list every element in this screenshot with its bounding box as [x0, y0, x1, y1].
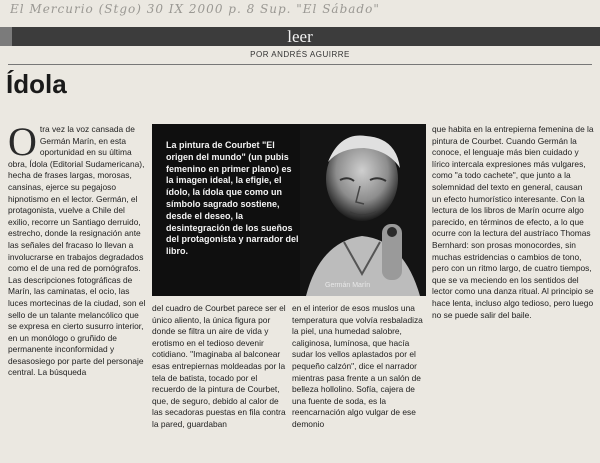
article-column-1: [8, 119, 146, 379]
section-label: leer: [271, 27, 328, 46]
photo-credit: Germán Marín: [325, 282, 371, 289]
column-1-text: tra vez la voz cansada de Germán Marín, en esta oportunidad en su última obra, Ídola (Editorial Sudamericana), hecha de frases largas, morosas, cansinas, ejerce su pegajoso hipnotismo en el lector. Germán, el protagonista, vuelve a Chile del exilio, recorre un Santiago derruido, estrecho, donde la resignación ante las señales del fracaso lo llevan a involucrarse en trabajos degradados como el de una red de pornógrafos. Las descripciones fotográficas de Marín, las caminatas, el ocio, las luces mortecinas de la ciudad, son el sello de un talante melancólico que se expresa en cierto susurro interior, en un monólogo o gruñido de permanente inconformidad y desasosiego por parte del personaje central. La búsqueda: [8, 124, 146, 378]
article-column-3: en el interior de esos muslos una temperatura que volvía resbaladiza la piel, una humedad salobre, caliginosa, lumínosa, que hacía sudar los vellos aplastados por el pequeño calzón", dice el narrador mientras pasa frente a un salón de belleza hollolino. Sofía, cajera de una fuente de soda, es la reencarnación algo vulgar de ese demonio: [292, 303, 423, 429]
author-portrait-image: [300, 124, 426, 296]
article-headline: Ídola: [6, 69, 67, 99]
clipping-handwritten-note: El Mercurio (Stgo) 30 IX 2000 p. 8 Sup. "El Sábado": [10, 2, 380, 16]
article-column-4: que habita en la entrepierna femenina de la pintura de Courbet. Cuando Germán la conoce, el lenguaje más bien cuidado y lírico intercala expresiones más vulgares, como "a todo cachete", que junto a la solemnidad del texto en general, causan un efecto humorístico interesante. Con la lectura de los libros de Marín ocurre algo parecido, en términos de efecto, a lo que ocurre con la lectura del austríaco Thomas Bernhard: son prosas monocordes, sin muchas estridencias o cambios de tono, pero con un ritmo largo, de cuatro tiempos, que se va meciendo en los sentidos del lector como una danza ritual. Al principio se hace lenta, incluso algo tedioso, pero luego no se puede salir del baile.: [432, 124, 594, 320]
divider: [8, 64, 592, 65]
pull-quote: La pintura de Courbet "El origen del mundo" (un pubis femenino en primer plano) es la imagen ideal, la efigie, el ídolo, la ídola que como un símbolo sagrado sostiene, desde el deseo, la desintegración de los sueños del protagonista y narrador del libro.: [166, 140, 299, 257]
article-column-2: del cuadro de Courbet parece ser el único aliento, la única figura por donde se filtra un aire de vida y erotismo en el tedioso devenir cotidiano. "Imaginaba al balconear esas entrepiernas moldeadas por la tela de batista, tocado por el recuerdo de la pintura de Courbet, que, de seguro, debido al calor de las secadoras puestas en fila contra la pared, guardaban: [152, 303, 286, 429]
section-title: [0, 27, 600, 46]
byline: POR ANDRÉS AGUIRRE: [250, 50, 350, 59]
drop-cap: O: [8, 119, 37, 164]
